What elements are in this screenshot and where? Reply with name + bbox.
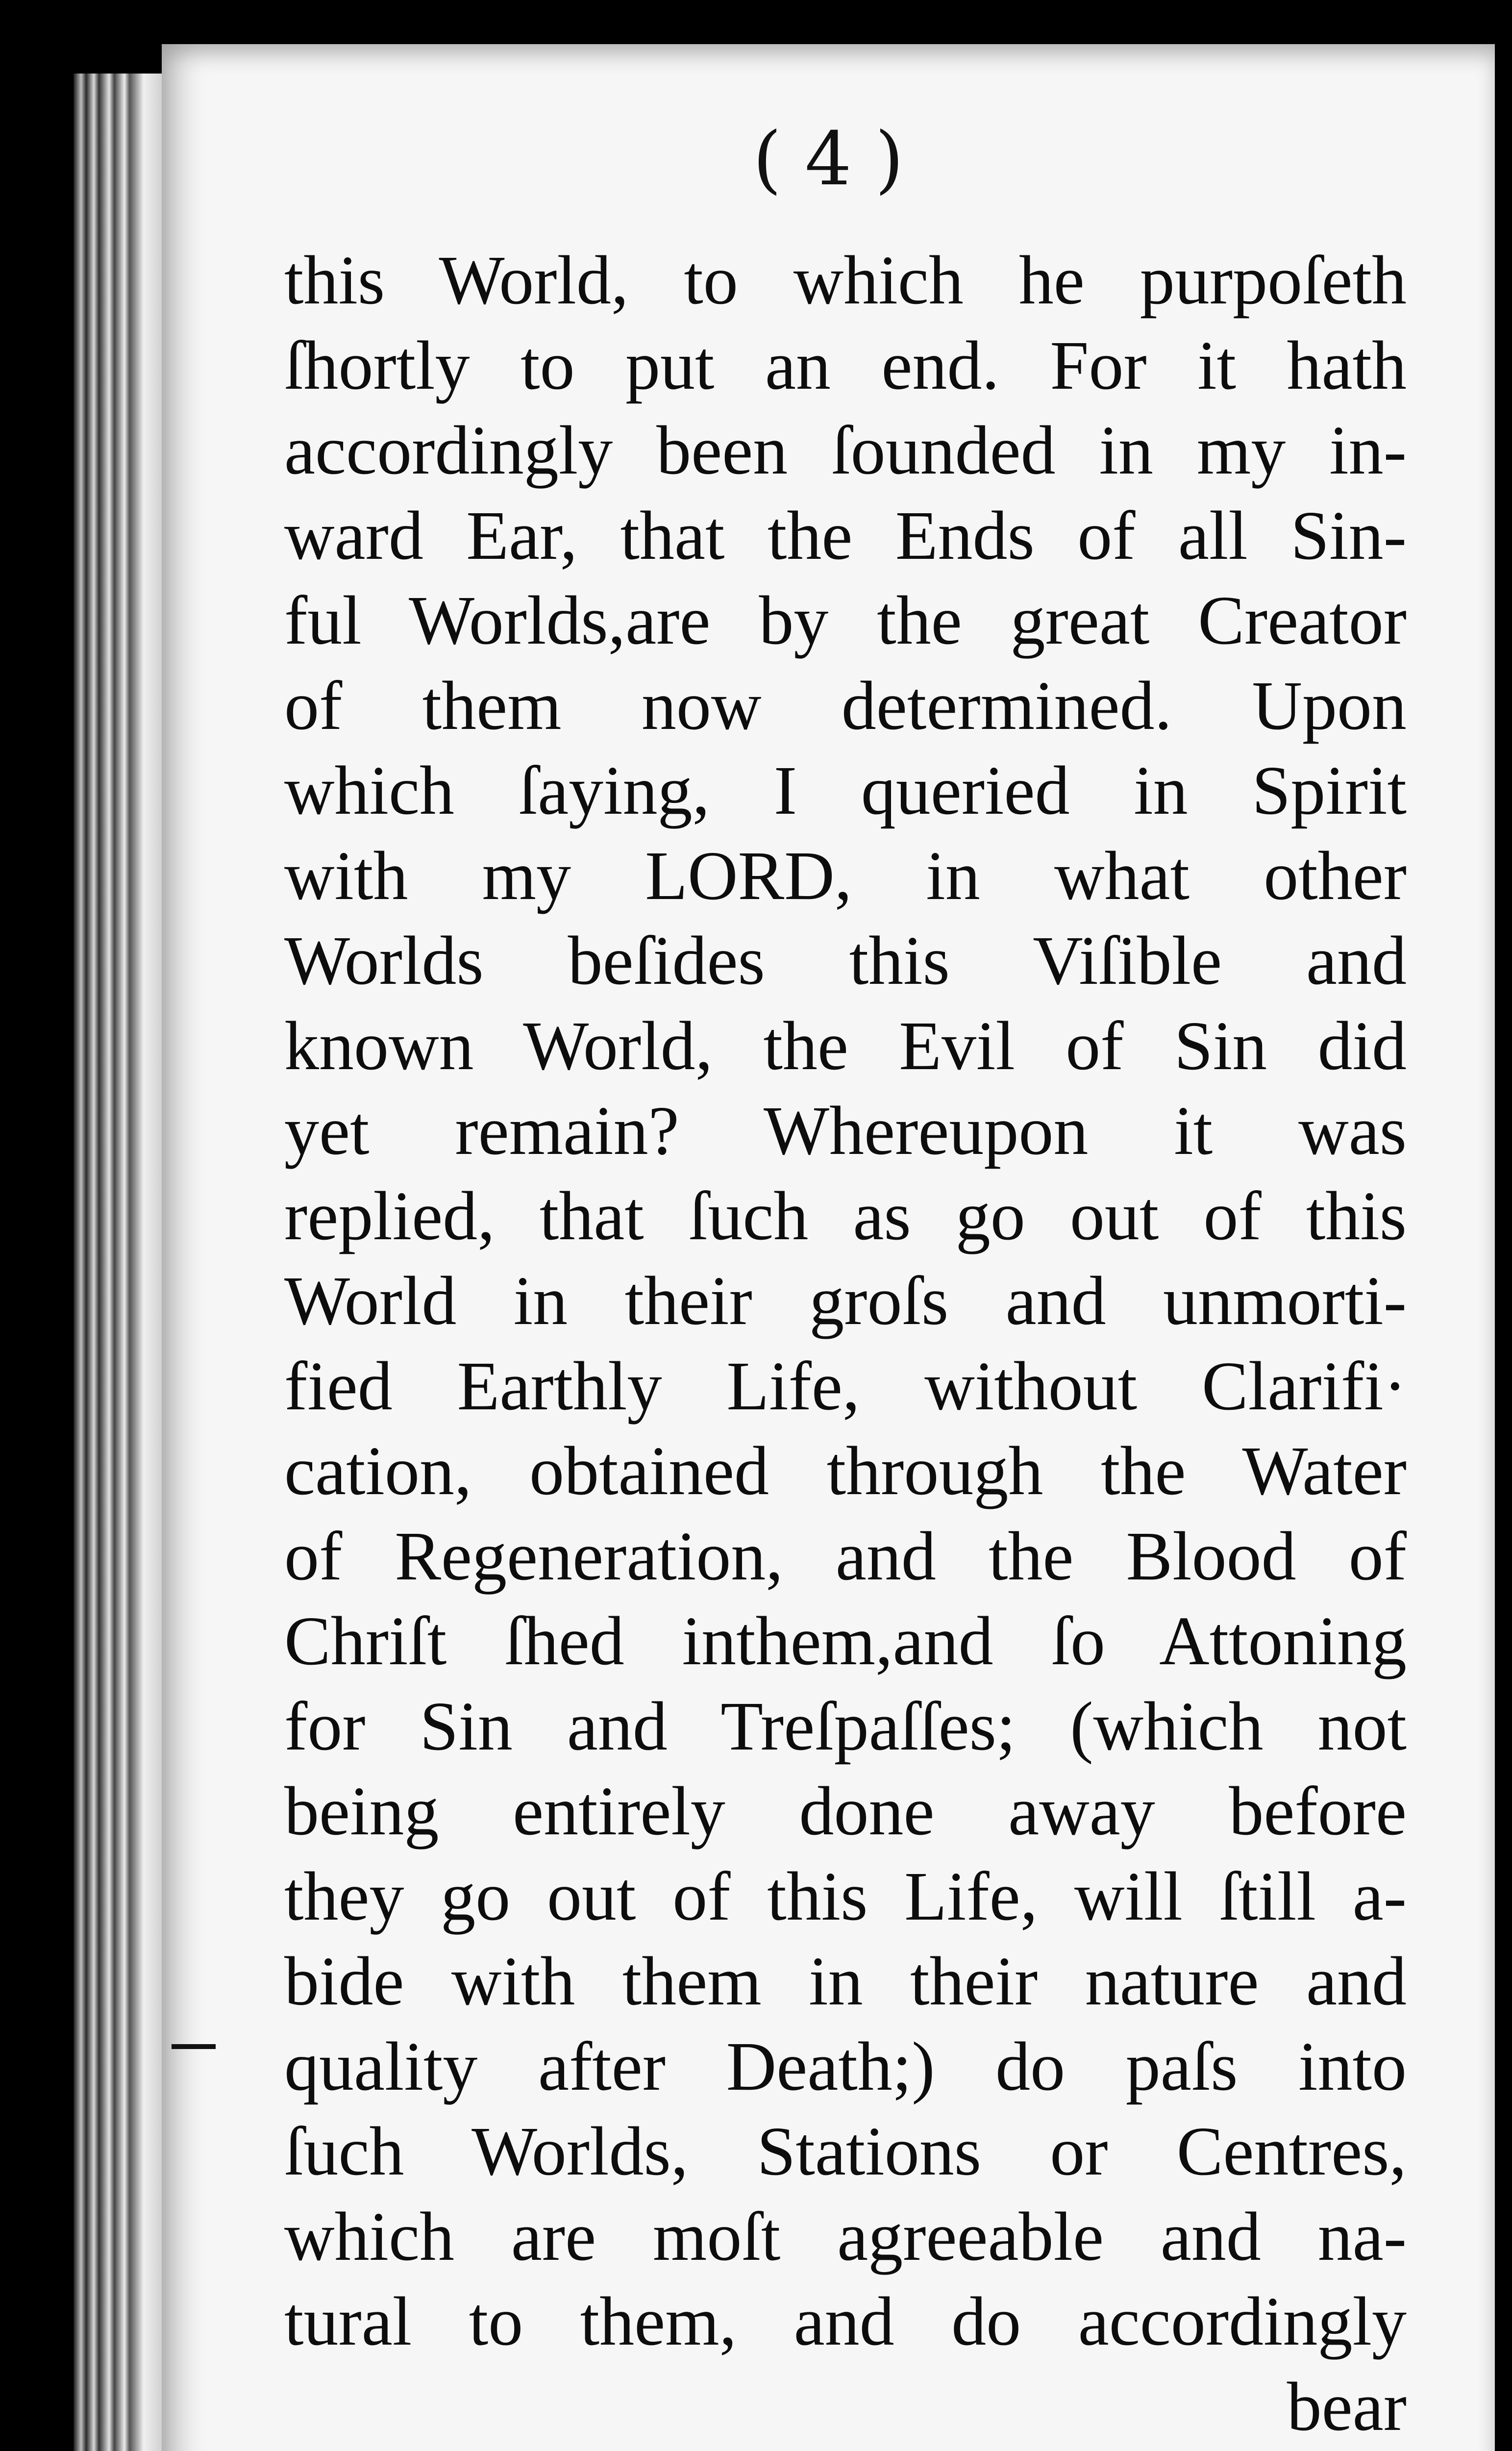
text-line: with my LORD, in what other (284, 836, 1407, 914)
text-line: for Sin and Treſpaſſes; (which not (284, 1687, 1407, 1765)
page-number: ( 4 ) (753, 117, 904, 202)
body-text (284, 238, 1407, 2449)
text-line: of them now determined. Upon (284, 666, 1407, 744)
catchword: bear (1287, 2367, 1407, 2445)
text-line: ſhortly to put an end. For it hath (284, 326, 1407, 404)
text-line: World in their groſs and unmorti- (284, 1262, 1407, 1339)
margin-mark (172, 2044, 216, 2049)
text-line: which ſaying, I queried in Spirit (284, 751, 1407, 829)
text-line: accordingly been ſounded in my in- (284, 411, 1407, 489)
text-line: they go out of this Life, will ſtill a- (284, 1857, 1407, 1935)
text-line: being entirely done away before (284, 1772, 1407, 1850)
text-line: Chriſt ſhed inthem,and ſo Attoning (284, 1602, 1407, 1679)
text-line: ſuch Worlds, Stations or Centres, (284, 2112, 1407, 2190)
text-line: cation, obtained through the Water (284, 1432, 1407, 1509)
text-line: which are moſt agreeable and na- (284, 2197, 1407, 2275)
text-line: this World, to which he purpoſeth (284, 241, 1407, 319)
text-line: Worlds beſides this Viſible and (284, 922, 1407, 999)
text-line: tural to them, and do accordingly (284, 2282, 1407, 2360)
text-line: ward Ear, that the Ends of all Sin- (284, 496, 1407, 574)
text-line: quality after Death;) do paſs into (284, 2027, 1407, 2105)
book-page (162, 44, 1495, 2451)
text-line: replied, that ſuch as go out of this (284, 1176, 1407, 1254)
text-line: ful Worlds,are by the great Creator (284, 581, 1407, 659)
text-line: of Regeneration, and the Blood of (284, 1517, 1407, 1595)
text-line: bide with them in their nature and (284, 1942, 1407, 2020)
text-line: yet remain? Whereupon it was (284, 1092, 1407, 1169)
text-line: fied Earthly Life, without Clarifi· (284, 1347, 1407, 1425)
text-line: known World, the Evil of Sin did (284, 1006, 1407, 1084)
